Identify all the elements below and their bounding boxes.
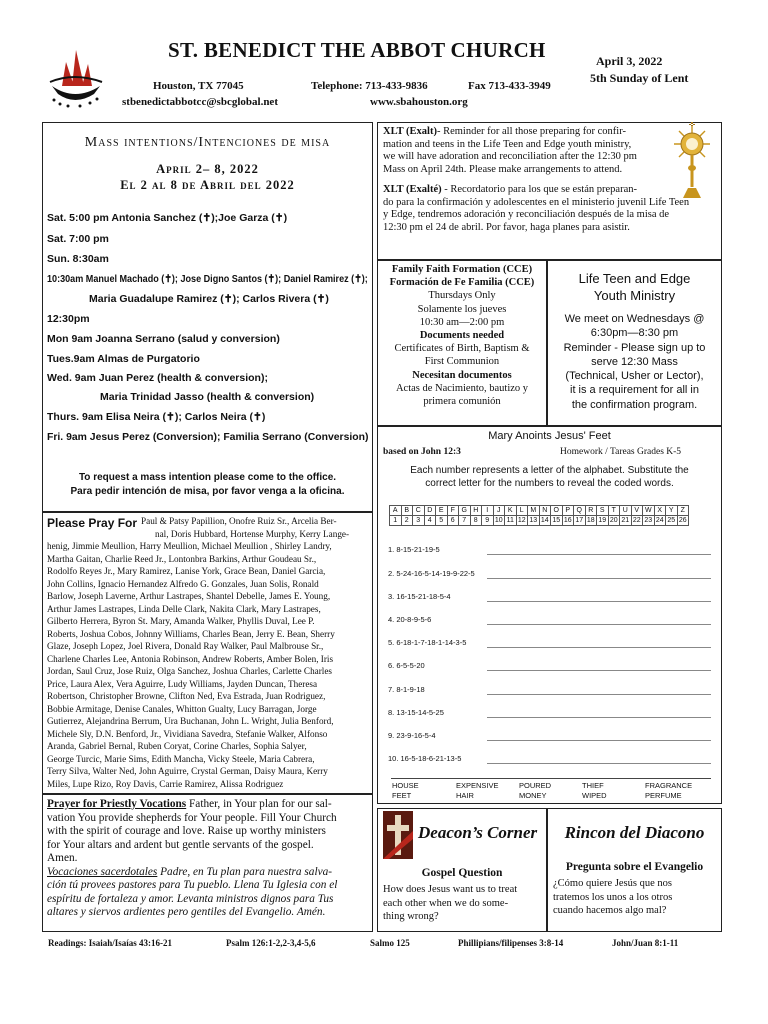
deacon-question — [383, 883, 517, 924]
puzzle-homework: Homework / Tareas Grades K-5 — [560, 447, 682, 457]
lifeteen-line: it is a requirement for all in — [570, 384, 699, 397]
ff-line: 10:30 am—2:00 pm — [419, 316, 505, 328]
alphabet-key-cell: 24 — [655, 517, 664, 524]
word-bank-item: FRAGRANCE PERFUME — [645, 781, 693, 800]
pray-names-line: Martha Gaitan, Charlie Reed Jr., Lontonbra Barkins, Arthur Goudeau Sr., — [47, 553, 317, 564]
vocations-line: with the spirit of courage and love. Raise up worthy ministers — [47, 825, 326, 837]
church-telephone: Telephone: 713-433-9836 — [311, 80, 428, 92]
mass-line: Maria Trinidad Jasso (health & conversion) — [100, 391, 315, 403]
alphabet-key-cell: 17 — [575, 517, 584, 524]
alphabet-key-cell: F — [447, 506, 459, 516]
mass-request-en: To request a mass intention please come to the office. — [78, 472, 337, 483]
alphabet-key-cell: 10 — [494, 517, 503, 524]
reading-1: Readings: Isaiah/Isaías 43:16-21 — [48, 938, 173, 948]
alphabet-key-cell: 3 — [413, 516, 425, 526]
alphabet-key-cell: 5 — [436, 516, 448, 526]
mass-line: Thurs. 9am Elisa Neira (✝); Carlos Neira (✝) — [47, 411, 266, 423]
vocaciones-line: altares y siervos ardientes pero gentiles del Evangelio. Amén. — [47, 906, 326, 918]
alphabet-key-cell: 21 — [621, 517, 630, 524]
puzzle-code: 5. 6-18-1-7-18-1-14-3-5 — [388, 638, 467, 647]
lifeteen-line: (Technical, Usher or Lector), — [565, 370, 704, 383]
alphabet-numbers-row — [390, 516, 689, 526]
pray-names-line: nal, Doris Hubbard, Hortense Murphy, Kerry Lange- — [155, 528, 350, 539]
rincon-question-line: tratemos los unos a los otros — [553, 891, 673, 903]
reading-psalm: Psalm 126:1-2,2-3,4-5,6 — [226, 938, 316, 948]
alphabet-key-cell: N — [539, 506, 551, 516]
pray-names-line: Paul & Patsy Papillion, Onofre Ruiz Sr., Arcelia Ber- — [141, 516, 337, 526]
xlt-line: mation and teens in the Life Teen and Edge youth ministry, — [383, 138, 632, 150]
alphabet-key-cell: L — [516, 506, 528, 516]
liturgical-sunday: 5th Sunday of Lent — [590, 71, 689, 85]
alphabet-key-cell: 7 — [459, 516, 471, 526]
reading-2: Phillipians/filipenses 3:8-14 — [458, 938, 564, 948]
pray-names-line: Charlene Charles Lee, Antonia Robinson, Andrew Roberts, Amber Bolen, Iris — [47, 653, 334, 664]
alphabet-key-cell: 23 — [644, 517, 653, 524]
alphabet-key-cell: M — [528, 506, 540, 516]
alphabet-key-cell: 19 — [598, 517, 607, 524]
ff-line: Certificates of Birth, Baptism & — [394, 343, 530, 355]
alphabet-key-cell: D — [424, 506, 436, 516]
alphabet-key-cell: P — [562, 506, 574, 516]
rincon-question-line: cuando hacemos algo mal? — [553, 905, 667, 916]
mass-line: Wed. 9am Juan Perez (health & conversion); — [47, 372, 268, 384]
mass-line: Fri. 9am Jesus Perez (Conversion); Familia Serrano (Conversion) — [47, 431, 369, 443]
mass-line: Maria Guadalupe Ramirez (✝); Carlos Rivera (✝) — [89, 293, 329, 305]
deacon-question-heading: Gospel Question — [421, 867, 503, 879]
ff-title-es: Formación de Fe Familia (CCE) — [389, 277, 535, 289]
xlt-line: Mass on April 24th. Please make arrangements to attend. — [383, 163, 623, 175]
word-bank-item: EXPENSIVE HAIR — [456, 781, 499, 800]
lifeteen-line: Reminder - Please sign up to — [563, 341, 706, 354]
mass-line: Sat. 5:00 pm Antonia Sanchez (✝);Joe Garza (✝) — [47, 212, 288, 224]
alphabet-key-cell: 8 — [470, 516, 482, 526]
xlt-line: - Reminder for all those preparing for confir- — [436, 126, 626, 137]
word-bank-item: THIEF WIPED — [582, 781, 607, 800]
xlt-es-line: do para la confirmación y adolescentes en el ministerio juvenil Life Teen — [383, 196, 690, 208]
pray-names-line: George Turcic, Marie Sims, Edith Mancha, Vicky Steele, Maria Cabrera, — [47, 753, 315, 764]
xlt-es-heading: XLT (Exalté) — [383, 184, 442, 195]
puzzle-instructions: Each number represents a letter of the alphabet. Substitute the — [410, 465, 689, 476]
cross-icon — [383, 811, 413, 864]
alphabet-key-cell: A — [390, 506, 402, 516]
lifeteen-subtitle: Youth Ministry — [593, 288, 676, 303]
pray-names-line: Price, Laura Alex, Vera Aguirre, Ludy Williams, Jayden Duncan, Theresa — [47, 678, 318, 689]
vocaciones-heading: Vocaciones sacerdotales — [47, 865, 158, 878]
rincon-question — [553, 877, 672, 918]
lifeteen-line: We meet on Wednesdays @ — [564, 313, 705, 325]
pray-names-line: Bobbie Armitage, Denise Canales, Whitton Gualty, Lucy Barragan, Jorge — [47, 703, 317, 714]
puzzle-title: Mary Anoints Jesus' Feet — [488, 430, 611, 442]
vocations-heading: Prayer for Priestly Vocations — [47, 798, 187, 810]
alphabet-key-cell: 9 — [482, 516, 494, 526]
pray-names-line: Miles, Lupe Rizo, Roy Davis, Carrie Ramirez, Alissa Rodriguez — [47, 778, 284, 789]
alphabet-key-cell: K — [505, 506, 517, 516]
puzzle-instructions-2: correct letter for the numbers to reveal the coded words. — [425, 478, 674, 489]
church-email[interactable]: stbenedictabbotcc@sbcglobal.net — [122, 96, 278, 108]
ff-title-en: Family Faith Formation (CCE) — [391, 264, 533, 275]
alphabet-key-cell: 2 — [401, 516, 413, 526]
puzzle-code: 9. 23-9-16-5-4 — [388, 731, 436, 740]
answer-line[interactable] — [487, 670, 711, 671]
puzzle-code: 10. 16-5-18-6-21-13-5 — [388, 754, 462, 763]
xlt-heading: XLT (Exalt) — [383, 126, 437, 137]
reading-gospel: John/Juan 8:1-11 — [612, 938, 679, 948]
church-name: ST. BENEDICT THE ABBOT CHURCH — [168, 38, 546, 62]
alphabet-letters-row — [390, 506, 689, 516]
pray-names-line: John Collins, Ignacio Hernandez Alfredo G. Gonzales, Juan Solis, Ronald — [47, 578, 319, 589]
alphabet-key-cell: E — [436, 506, 448, 516]
puzzle-code: 7. 8-1-9-18 — [388, 685, 425, 694]
answer-line[interactable] — [487, 740, 711, 741]
lifeteen-line: serve 12:30 Mass — [591, 355, 678, 368]
vocaciones-line: espíritu de fortaleza y amor. Levanta ministros dignos para Tus — [47, 892, 334, 905]
answer-line[interactable] — [487, 601, 711, 602]
mass-line: Sun. 8:30am — [47, 253, 109, 265]
bulletin-date: April 3, 2022 — [596, 54, 663, 68]
alphabet-key-cell: S — [597, 506, 609, 516]
alphabet-key-cell: Q — [574, 506, 586, 516]
mass-line: 10:30am Manuel Machado (✝); Jose Digno Santos (✝); Daniel Ramirez (✝); — [47, 273, 368, 285]
faith-formation-text — [378, 263, 546, 408]
pray-names-line: Roberts, Joshua Cobos, Johnny Williams, Charles Bean, Jerry E. Bean, Sherry — [47, 628, 335, 639]
vocations-line: vation You provide shepherds for Your people. Fill Your Church — [47, 811, 337, 824]
answer-line[interactable] — [487, 578, 711, 579]
mass-line: Mon 9am Joanna Serrano (salud y conversion) — [47, 333, 280, 345]
mass-range-en: April 2– 8, 2022 — [156, 162, 259, 176]
lifeteen-title: Life Teen and Edge — [578, 271, 691, 286]
alphabet-key-cell: 14 — [540, 517, 549, 524]
pray-names-line: Gutierrez, Alejandrina Berrum, Ura Buchanan, John L. Wright, Julia Benford, — [47, 716, 334, 726]
pray-names-line: Gilberto Herrera, Byron St. Mary, Amanda Walker, Phyllis Duval, Lee P. — [47, 616, 315, 626]
pray-for-names — [47, 515, 370, 790]
alphabet-key-cell: X — [654, 506, 666, 516]
puzzle-based-on: based on John 12:3 — [383, 447, 461, 457]
lifeteen-text — [549, 270, 720, 412]
mass-range-es: El 2 al 8 de Abril del 2022 — [120, 178, 295, 192]
rincon-title: Rincon del Diacono — [564, 823, 705, 842]
pray-names-line: Aranda, Gabriel Bernal, Ruben Coryat, Corine Charles, Sophia Salyer, — [47, 741, 307, 751]
alphabet-key-cell: Z — [677, 506, 689, 516]
lifeteen-line: 6:30pm—8:30 pm — [590, 327, 679, 340]
pray-names-line: Jordan, Saul Cruz, Jose Ruiz, Olga Sanchez, Joshua Charles, Carlette Charles — [47, 666, 333, 676]
answer-line[interactable] — [487, 694, 711, 695]
alphabet-key-cell: 26 — [678, 517, 687, 524]
alphabet-key-cell: 6 — [447, 516, 459, 526]
logo-icon — [44, 42, 106, 108]
mass-line: Tues.9am Almas de Purgatorio — [47, 353, 200, 365]
mass-request-es: Para pedir intención de misa, por favor venga a la oficina. — [70, 486, 345, 497]
alphabet-key-cell: 13 — [529, 517, 538, 524]
alphabet-key-cell: 25 — [667, 517, 676, 524]
alphabet-key-cell: Y — [666, 506, 678, 516]
answer-line[interactable] — [487, 554, 711, 555]
rincon-question-line: ¿Cómo quiere Jesús que nos — [553, 878, 672, 889]
alphabet-key-cell: J — [493, 506, 505, 516]
alphabet-key-cell: 1 — [390, 516, 402, 526]
alphabet-key-cell: I — [482, 506, 494, 516]
word-bank-item: POURED MONEY — [519, 781, 552, 800]
ff-nec-heading: Necesitan documentos — [412, 369, 512, 381]
ff-line: primera comunión — [423, 396, 501, 408]
answer-line[interactable] — [487, 647, 711, 648]
pray-names-line: Robertson, Christopher Browne, Clifton Ned, Eva Estrada, Juan Rodriguez, — [47, 691, 326, 701]
church-city: Houston, TX 77045 — [153, 80, 244, 92]
answer-line[interactable] — [487, 624, 711, 625]
deacon-question-line: How does Jesus want us to treat — [383, 884, 518, 895]
alphabet-key-cell: R — [585, 506, 597, 516]
vocations-line: Father, in Your plan for our sal- — [186, 798, 332, 810]
deacon-question-line: thing wrong? — [383, 911, 439, 922]
vocaciones-line: ción tú provees pastores para Tu pueblo. Llena Tu Iglesia con el — [47, 879, 338, 891]
word-bank-item: HOUSE FEET — [392, 781, 419, 800]
alphabet-key-cell: 20 — [609, 517, 618, 524]
puzzle-code: 3. 16-15-21-18-5-4 — [388, 592, 451, 601]
alphabet-key-cell: 11 — [505, 516, 517, 526]
mass-line: 12:30pm — [47, 313, 90, 325]
puzzle-code: 8. 13-15-14-5-25 — [388, 708, 444, 717]
puzzle-code: 2. 5-24-16-5-14-19-9-22-5 — [388, 569, 475, 578]
deacon-title: Deacon’s Corner — [418, 823, 538, 842]
church-logo — [44, 42, 106, 108]
alphabet-key-cell: C — [413, 506, 425, 516]
xlt-es-line: - Recordatorio para los que se están preparan- — [441, 184, 637, 195]
alphabet-key-cell: O — [551, 506, 563, 516]
pray-for-heading: Please Pray For — [47, 516, 138, 530]
alphabet-key-cell: 18 — [586, 517, 595, 524]
alphabet-key-cell: V — [631, 506, 643, 516]
mass-intentions-title: Mass intentions/Intenciones de misa — [84, 135, 331, 150]
pray-names-line: Rodolfo Reyes Jr., Mary Ramirez, Lanise York, Grace Bean, Daniel Garcia, — [47, 566, 326, 576]
reading-salmo: Salmo 125 — [370, 938, 410, 948]
pray-names-line: Arthur James Lastrapes, Linda Delle Clark, Nakita Clark, Mary Lastrapes, — [47, 603, 321, 614]
pray-names-line: Terry Silva, Walter Ned, John Aguirre, Crystal German, Daisy Maura, Kerry — [47, 766, 328, 776]
word-bank-border — [391, 778, 711, 779]
alphabet-key-cell: 22 — [632, 517, 641, 524]
deacon-question-line: each other when we do some- — [383, 897, 509, 909]
vocaciones-line: Padre, en Tu plan para nuestra salva- — [157, 865, 333, 878]
ff-docs-heading: Documents needed — [419, 330, 505, 342]
xlt-es-line: 12:30 pm el 24 de abril. Por favor, haga planes para asistir. — [383, 221, 630, 233]
alphabet-key-cell: B — [401, 506, 413, 516]
pray-names-line: Barlow, Joseph Laverne, Arthur Lastrapes, Shantel Debelle, James E. Young, — [47, 591, 331, 601]
puzzle-code: 4. 20-8-9-5-6 — [388, 615, 432, 624]
xlt-text — [383, 126, 719, 234]
pray-names-line: henig, Jimmie Meullion, Harry Meullion, Michael Meullion , Shirley Landry, — [47, 541, 332, 551]
answer-line[interactable] — [487, 763, 711, 764]
church-fax: Fax 713-433-3949 — [468, 80, 551, 92]
ff-line: Solamente los jueves — [417, 303, 507, 315]
puzzle-code: 1. 8-15-21-19-5 — [388, 545, 440, 554]
rincon-question-heading: Pregunta sobre el Evangelio — [565, 861, 704, 873]
mass-line: Sat. 7:00 pm — [47, 233, 109, 245]
alphabet-key-cell: 16 — [563, 517, 572, 524]
vocations-line: for Your altars and ardent but gentle servants of the gospel. — [47, 838, 314, 851]
xlt-es-line: y Edge, tendremos adoración y reconciliación después de la misa de — [383, 209, 670, 220]
alphabet-key-cell: H — [470, 506, 482, 516]
puzzle-code: 6. 6-5-5-20 — [388, 661, 425, 670]
vocations-line: Amen. — [47, 852, 78, 864]
alphabet-key — [389, 505, 689, 526]
pray-names-line: Glaze, Joseph Lopez, Joel Rivera, Donald Ray Walker, Paul Malbrouse Sr., — [47, 641, 324, 651]
xlt-line: we will have adoration and reconciliation after the 12:30 pm — [383, 151, 637, 162]
alphabet-key-cell: U — [620, 506, 632, 516]
alphabet-key-cell: 4 — [424, 516, 436, 526]
alphabet-key-cell: W — [643, 506, 655, 516]
alphabet-key-cell: 15 — [552, 517, 561, 524]
ff-line: First Communion — [424, 356, 500, 368]
ff-line: Thursdays Only — [428, 290, 496, 302]
alphabet-key-cell: 12 — [517, 517, 526, 524]
vocations-text — [47, 798, 372, 920]
lifeteen-line: the confirmation program. — [571, 398, 698, 411]
ff-line: Actas de Nacimiento, bautizo y — [395, 382, 529, 394]
church-website[interactable]: www.sbahouston.org — [370, 96, 468, 108]
alphabet-key-cell: G — [459, 506, 471, 516]
pray-names-line: Michele Sly, D.N. Benford, Jr., Vividiana Savedra, Stefanie Walker, Alfonso — [47, 728, 328, 739]
answer-line[interactable] — [487, 717, 711, 718]
alphabet-key-cell: T — [608, 506, 620, 516]
